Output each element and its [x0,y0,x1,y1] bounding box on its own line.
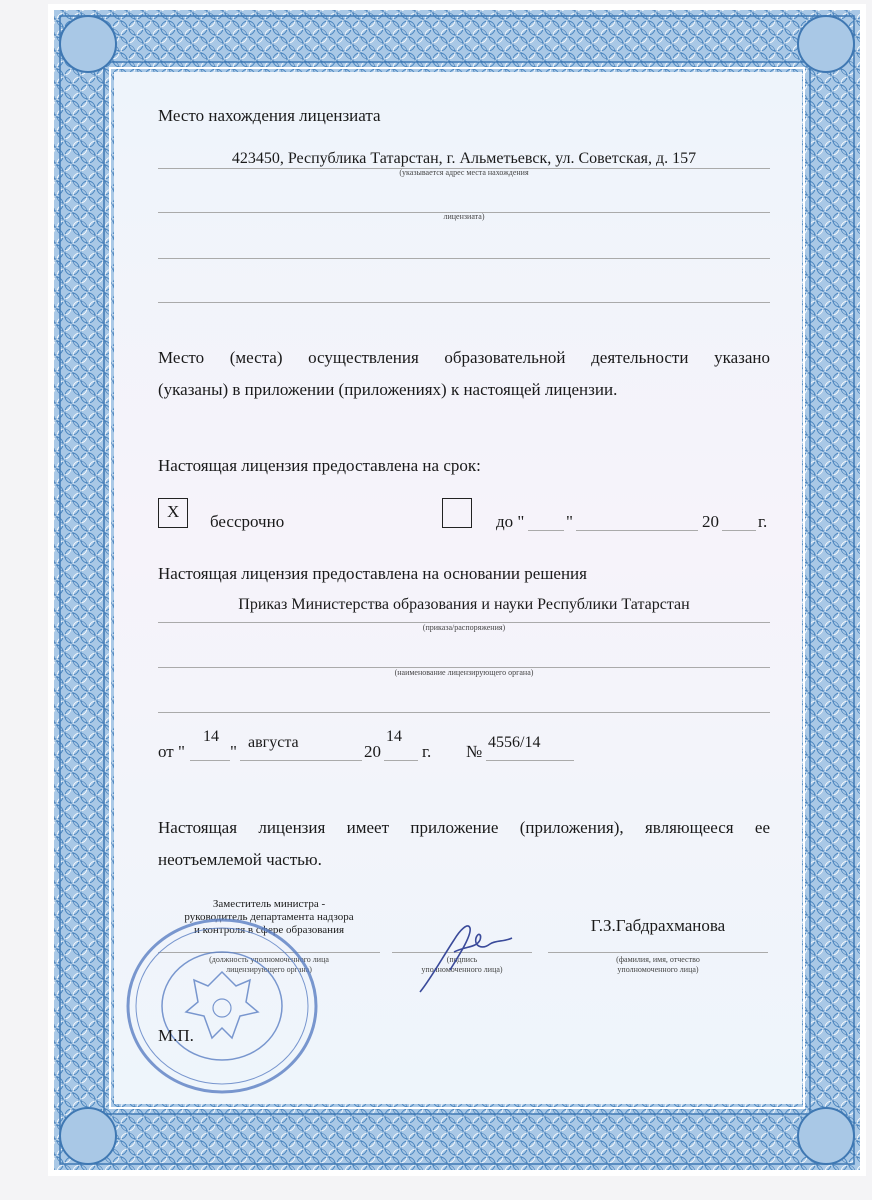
date-year-suffix: г. [422,742,432,761]
location-hint: (указывается адрес места нахождения [399,168,529,177]
basis-hint-2: (наименование лицензирующего органа) [394,668,534,677]
places-line-1: Место (места) осуществления образовательной деятельности указано [158,348,770,367]
basis-hint-1: (приказа/распоряжения) [422,623,506,632]
name-hint-2: уполномоченного лица) [617,965,699,974]
signatory-name: Г.З.Габдрахманова [590,916,726,935]
basis-label: Настоящая лицензия предоставлена на основании решения [158,564,587,583]
stamp-label: М.П. [158,1026,194,1045]
basis-underline-3 [158,712,770,713]
date-quote: " [230,742,237,761]
location-hint-2: лицензиата) [443,212,485,221]
position-line-1: Заместитель министра - [212,898,326,910]
official-seal [124,916,320,1096]
signature-hint-2: уполномоченного лица) [421,965,503,974]
location-label: Место нахождения лицензиата [158,106,381,125]
number-line [486,760,574,761]
until-quote: " [566,512,573,531]
until-month-line [576,530,698,531]
position-line-2: руководитель департамента надзора [184,911,354,923]
date-day-line [190,760,230,761]
until-day-line [528,530,564,531]
unlimited-label: бессрочно [210,512,285,531]
date-month: августа [248,734,299,751]
basis-value: Приказ Министерства образования и науки Республики Татарстан [238,596,690,613]
until-checkbox[interactable] [442,498,472,528]
until-year-prefix: 20 [702,512,719,531]
appendix-line-1: Настоящая лицензия имеет приложение (приложения), являющееся ее [158,818,770,837]
checkbox-mark: Х [167,502,180,521]
unlimited-checkbox[interactable] [158,498,188,528]
license-number: 4556/14 [488,734,541,751]
signature-hint-1: (подпись [446,955,478,964]
handwritten-signature [410,910,530,1000]
number-sign: № [466,742,483,761]
date-year-prefix: 20 [364,742,381,761]
date-prefix: от " [158,742,185,761]
date-day: 14 [203,728,219,745]
position-line-3: и контроля в сфере образования [193,924,345,936]
address-underline-4 [158,302,770,303]
appendix-line-2: неотъемлемой частью. [158,850,322,869]
location-address: 423450, Республика Татарстан, г. Альметьевск, ул. Советская, д. 157 [231,150,697,167]
until-prefix: до " [496,512,525,531]
places-line-2: (указаны) в приложении (приложениях) к настоящей лицензии. [158,380,618,399]
position-hint-1: (должность уполномоченного лица [209,955,329,964]
until-suffix: г. [758,512,768,531]
name-hint [548,955,768,975]
name-underline [548,952,768,953]
address-underline-3 [158,258,770,259]
date-year: 14 [386,728,402,745]
term-label: Настоящая лицензия предоставлена на срок: [158,456,481,475]
position-hint-2: лицензирующего органа) [226,965,312,974]
until-year-line [722,530,756,531]
date-month-line [240,760,362,761]
name-hint-1: (фамилия, имя, отчество [616,955,700,964]
date-year-line [384,760,418,761]
